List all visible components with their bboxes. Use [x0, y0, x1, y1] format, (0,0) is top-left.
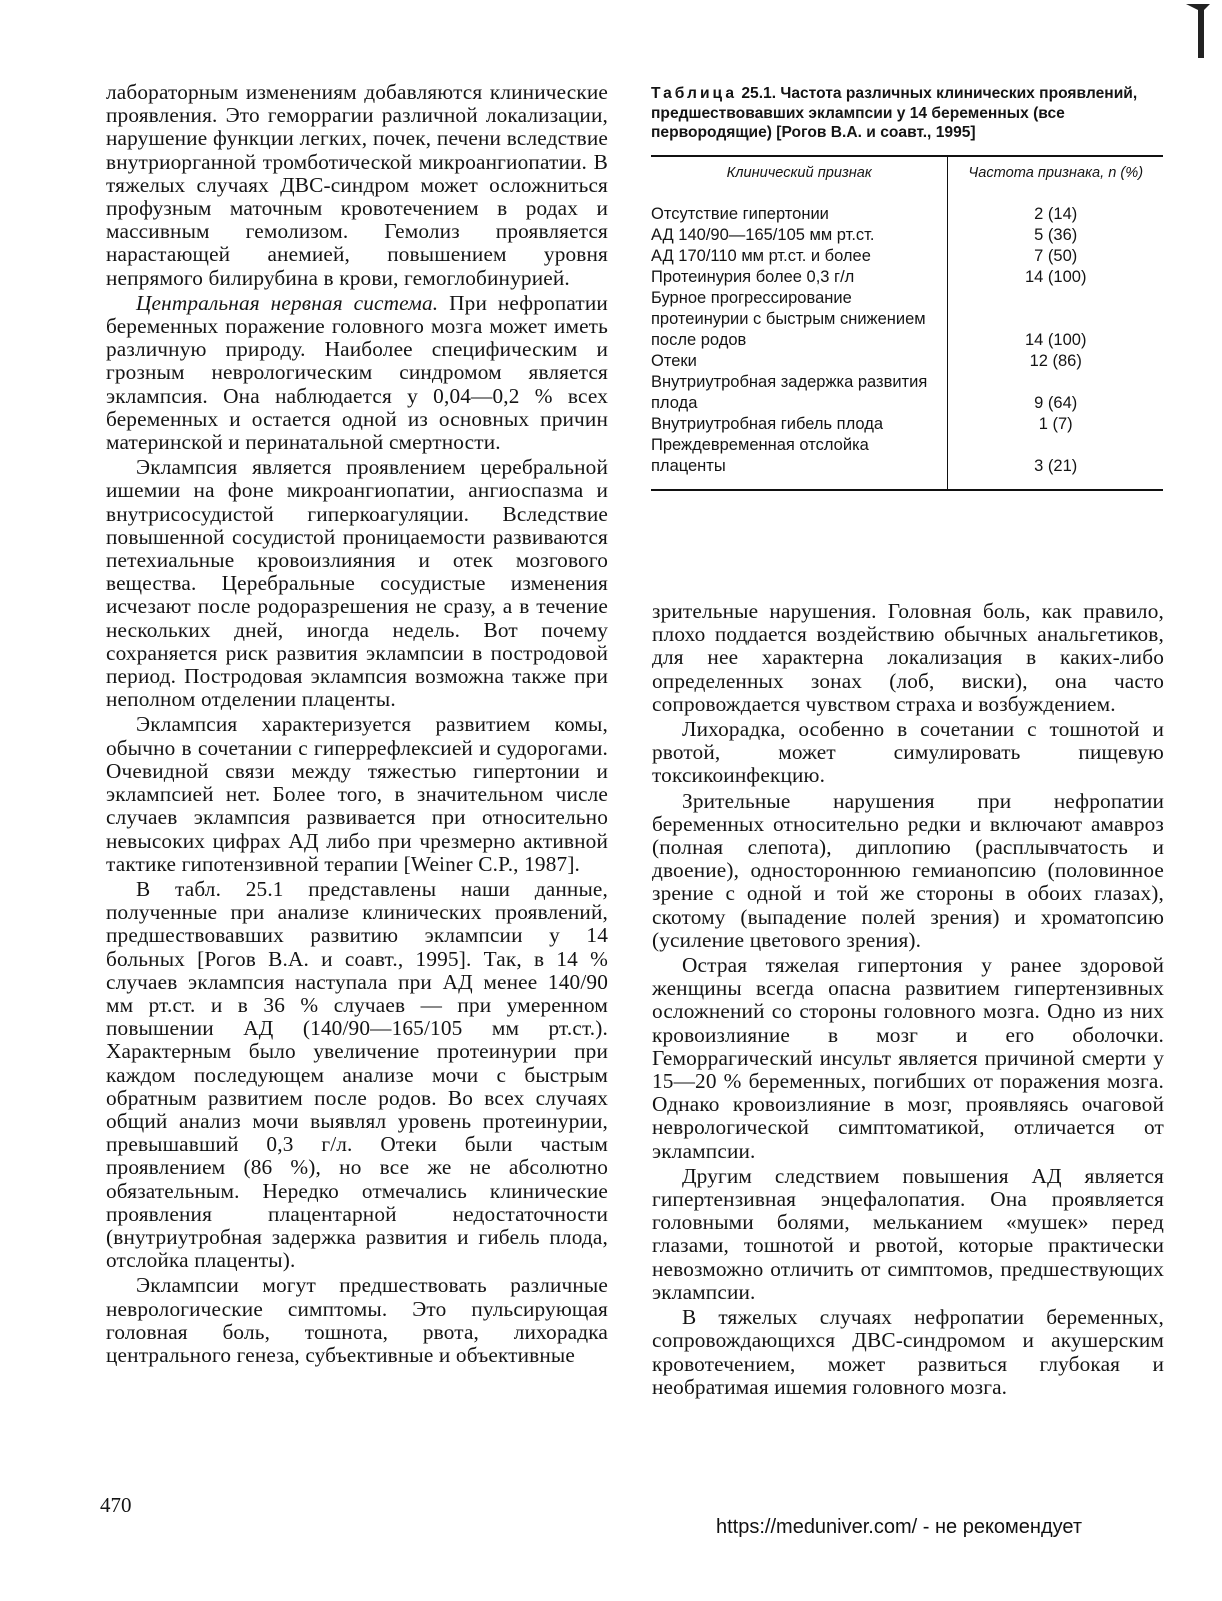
cell-sign: Внутриутробная гибель плода [651, 414, 948, 435]
paragraph: Эклампсия характеризуется развитием комы, обычно в сочетании с гиперрефлексией и судорогами. Очевидной связи между тяжестью гипертонии и эклампсией нет. Более того, в значительном числе случаев эклампсия развивается при относительно невысоких цифрах АД либо при чрезмерно активной тактике гипотензивной терапии [Weiner C.P., 1987]. [106, 712, 608, 876]
paragraph: Зрительные нарушения при нефропатии беременных относительно редки и включают амавроз (полная слепота), диплопию (расплывчатость и двоение), одностороннюю гемианопсию (половинное зрение с одной и той же стороны в обоих глазах), скотому (выпадение полей зрения) и хроматопсию (усиление цветового зрения). [652, 788, 1164, 952]
table-caption-text: 25.1. Частота различных клинических проявлений, предшествовавших эклампсии у 14 беременных (все первородящие) [Рогов В.А. и соавт., 1995] [651, 85, 1138, 141]
cell-frequency: 14 (100) [1024, 267, 1087, 286]
paragraph-text: При нефропатии беременных поражение головного мозга может иметь различную природу. Наиболее специфическим и грозным неврологическим синдромом является эклампсия. Она наблюдается у 0,04—0,2 % всех беременных и остается одной из основных причин материнской и перинатальной смертности. [106, 290, 608, 455]
cell-frequency: 1 (7) [1038, 414, 1073, 433]
table-row [651, 288, 1163, 351]
right-column [652, 600, 1164, 1401]
column-header-frequency: Частота признака, n (%) [948, 156, 1163, 196]
table-row [651, 225, 1163, 246]
table-row [651, 435, 1163, 490]
paragraph: Эклампсия является проявлением церебральной ишемии на фоне микроангиопатии, ангиоспазма и внутрисосудистой гиперкоагуляции. Вследствие повышенной сосудистой проницаемости развиваются петехиальные кровоизлияния и отек мозгового вещества. Церебральные сосудистые изменения исчезают после родоразрешения не сразу, а в течение нескольких дней, иногда недель. Вот почему сохраняется риск развития эклампсии в постродовой период. Постродовая эклампсия возможна также при неполном отделении плаценты. [106, 455, 608, 712]
watermark-link[interactable]: https://meduniver.com/ - не рекомендует [716, 1516, 1083, 1538]
column-header-sign: Клинический признак [651, 156, 948, 196]
paragraph: зрительные нарушения. Головная боль, как правило, плохо поддается воздействию обычных анальгетиков, для нее характерна локализация в каких-либо определенных зонах (лоб, виски), она часто сопровождается чувством страха и возбуждением. [652, 599, 1164, 716]
paragraph: Лихорадка, особенно в сочетании с тошнотой и рвотой, может симулировать пищевую токсикоинфекцию. [652, 717, 1164, 788]
paragraph: Острая тяжелая гипертония у ранее здоровой женщины всегда опасна развитием гипертензивных осложнений со стороны головного мозга. Одно из них кровоизлияние в мозг и его оболочки. Геморрагический инсульт является причиной смерти у 15—20 % беременных, погибших от поражения мозга. Однако кровоизлияние в мозг, проявляясь очаговой неврологической симптоматикой, отличается от эклампсии. [652, 953, 1164, 1163]
cell-frequency: 5 (36) [1034, 225, 1078, 244]
table-row [651, 246, 1163, 267]
table-row [651, 196, 1163, 225]
paragraph [106, 292, 608, 454]
cell-sign: Бурное прогрессирование протеинурии с быстрым снижением после родов [651, 288, 948, 351]
paragraph: Другим следствием повышения АД является гипертензивная энцефалопатия. Она проявляется головными болями, мельканием «мушек» перед глазами, тошнотой и рвотой, которые практически невозможно отличить от симптомов, предшествующих эклампсии. [652, 1163, 1164, 1304]
frequency-table [651, 155, 1163, 491]
cell-frequency: 14 (100) [1024, 330, 1087, 349]
cell-frequency: 9 (64) [1034, 393, 1078, 412]
paragraph: В табл. 25.1 представлены наши данные, полученные при анализе клинических проявлений, предшествовавших развитию эклампсии у 14 больных [Рогов В.А. и соавт., 1995]. Так, в 14 % случаев эклампсия наступала при АД менее 140/90 мм рт.ст. и в 36 % случаев — при умеренном повышении АД (140/90—165/105 мм рт.ст.). Характерным было увеличение протеинурии при каждом последующем анализе мочи с быстрым обратным развитием после родов. Во всех случаях общий анализ мочи выявлял уровень протеинурии, превышавший 0,3 г/л. Отеки были частым проявлением (86 %), но все же не абсолютно обязательным. Нередко отмечались клинические проявления плацентарной недостаточности (внутриутробная задержка развития и гибель плода, отслойка плаценты). [106, 876, 608, 1273]
cell-sign: АД 140/90—165/105 мм рт.ст. [651, 225, 948, 246]
cell-frequency: 2 (14) [1034, 204, 1078, 223]
cell-sign: Преждевременная отслойка плаценты [651, 435, 948, 490]
cell-sign: Протеинурия более 0,3 г/л [651, 267, 948, 288]
paragraph: В тяжелых случаях нефропатии беременных, сопровождающихся ДВС-синдромом и акушерским кровотечением, может развиться глубокая и необратимая ишемия головного мозга. [652, 1305, 1164, 1399]
page-number: 470 [100, 1493, 132, 1517]
table-block [651, 84, 1163, 491]
cell-sign: Внутриутробная задержка развития плода [651, 372, 948, 414]
scan-edge-mark [1184, 0, 1214, 60]
cell-sign: Отсутствие гипертонии [651, 196, 948, 225]
cell-frequency: 3 (21) [948, 435, 1163, 490]
table-row [651, 351, 1163, 372]
table-row [651, 414, 1163, 435]
cell-sign: Отеки [651, 351, 948, 372]
table-caption [651, 84, 1163, 143]
left-column [106, 81, 608, 1369]
paragraph: лабораторным изменениям добавляются клинические проявления. Это геморрагии различной локализации, нарушение функции легких, почек, печени вследствие внутриорганной тромботической микроангиопатии. В тяжелых случаях ДВС-синдром может осложниться профузным маточным кровотечением в родах и массивным гемолизом. Гемолиз проявляется нарастающей анемией, повышением уровня непрямого билирубина в крови, гемоглобинурией. [106, 80, 608, 290]
table-row [651, 267, 1163, 288]
table-caption-label: Таблица [651, 85, 737, 102]
paragraph: Эклампсии могут предшествовать различные неврологические симптомы. Это пульсирующая головная боль, тошнота, рвота, лихорадка центрального генеза, субъективные и объективные [106, 1273, 608, 1367]
cell-frequency: 7 (50) [1034, 246, 1078, 265]
cell-frequency: 12 (86) [1029, 351, 1082, 370]
cell-sign: АД 170/110 мм рт.ст. и более [651, 246, 948, 267]
section-heading: Центральная нервная система. [136, 290, 439, 315]
table-row [651, 372, 1163, 414]
